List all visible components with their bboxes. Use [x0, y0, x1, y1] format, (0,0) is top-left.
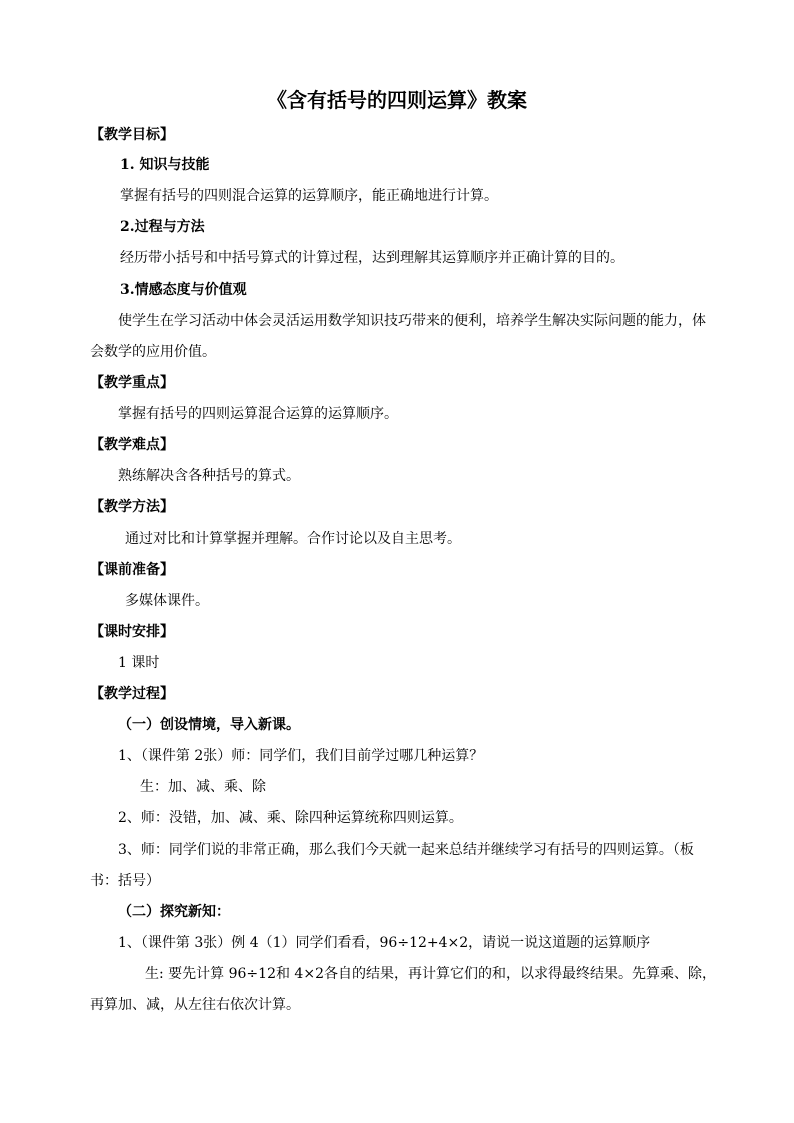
- difficulties-text: 熟练解决含各种括号的算式。: [118, 468, 300, 484]
- part2-label: （二）探究新知：: [118, 904, 230, 920]
- part2-answer-line2: 再算加、减，从左往右依次计算。: [90, 997, 300, 1013]
- teaching-process-heading: 【教学过程】: [90, 686, 174, 702]
- key-points-text: 掌握有括号的四则运算混合运算的运算顺序。: [118, 406, 398, 422]
- emotion-label: 3.情感态度与价值观: [120, 282, 247, 298]
- part1-item1: 1、（课件第 2张）师：同学们，我们目前学过哪几种运算？: [118, 748, 484, 764]
- emotion-text-line1: 使学生在学习活动中体会灵活运用数学知识技巧带来的便利，培养学生解决实际问题的能力，体: [118, 313, 706, 329]
- knowledge-label: 1. 知识与技能: [120, 157, 210, 173]
- difficulties-heading: 【教学难点】: [90, 437, 174, 453]
- knowledge-text: 掌握有括号的四则混合运算的运算顺序，能正确地进行计算。: [120, 188, 498, 204]
- methods-text: 通过对比和计算掌握并理解。合作讨论以及自主思考。: [125, 531, 461, 547]
- page-title: 《含有括号的四则运算》教案: [267, 88, 527, 112]
- objectives-heading: 【教学目标】: [90, 127, 174, 143]
- part2-answer-line1: 生: 要先计算 96÷12和 4×2各自的结果，再计算它们的和，以求得最终结果。先算乘、除，: [145, 966, 716, 982]
- preparation-heading: 【课前准备】: [90, 562, 174, 578]
- part1-item3-line2: 书：括号）: [90, 873, 160, 889]
- preparation-text: 多媒体课件。: [125, 593, 209, 609]
- methods-heading: 【教学方法】: [90, 499, 174, 515]
- schedule-text: 1 课时: [118, 655, 160, 671]
- emotion-text-line2: 会数学的应用价值。: [90, 344, 216, 360]
- part2-item1: 1、（课件第 3张）例 4（1）同学们看看，96÷12+4×2，请说一说这道题的运算顺序: [118, 935, 651, 951]
- key-points-heading: 【教学重点】: [90, 375, 174, 391]
- part1-item2: 2、师：没错，加、减、乘、除四种运算统称四则运算。: [118, 810, 463, 826]
- part1-label: （一）创设情境，导入新课。: [118, 717, 300, 733]
- process-method-text: 经历带小括号和中括号算式的计算过程，达到理解其运算顺序并正确计算的目的。: [120, 250, 624, 266]
- part1-item3-line1: 3、师：同学们说的非常正确，那么我们今天就一起来总结并继续学习有括号的四则运算。（板: [118, 842, 694, 858]
- process-method-label: 2.过程与方法: [120, 219, 205, 235]
- schedule-heading: 【课时安排】: [90, 624, 174, 640]
- part1-item1-answer: 生：加、减、乘、除: [140, 779, 266, 795]
